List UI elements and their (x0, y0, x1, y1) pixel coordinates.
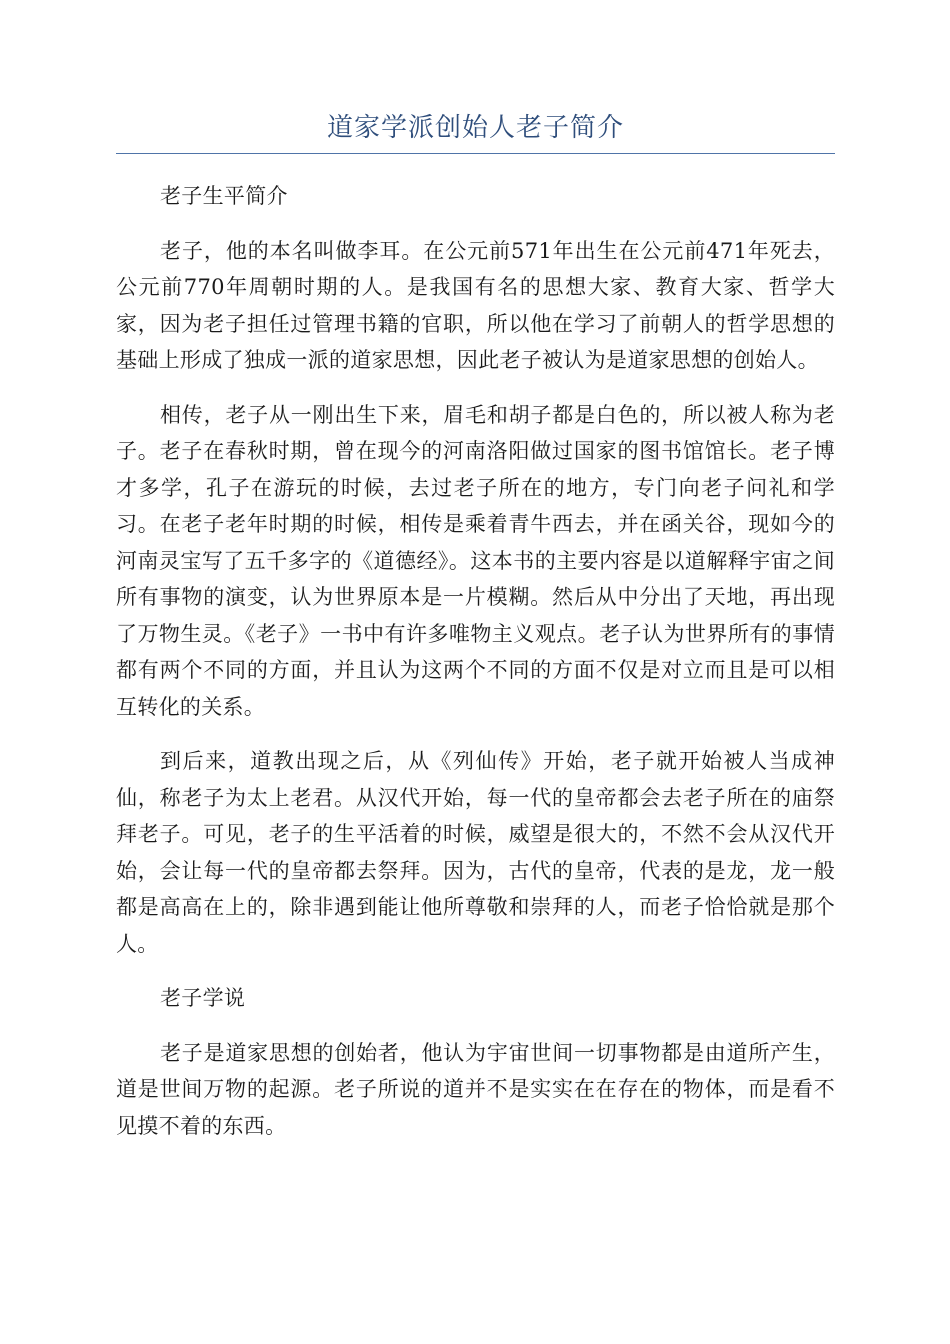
document-body (116, 178, 835, 1162)
title-underline (116, 153, 835, 154)
section-heading-doctrine: 老子学说 (160, 986, 246, 1010)
paragraph-doctrine: 老子是道家思想的创始者，他认为宇宙世间一切事物都是由道所产生，道是世间万物的起源。老子所说的道并不是实实在在存在的物体，而是看不见摸不着的东西。 (116, 1040, 835, 1138)
paragraph-deification: 到后来，道教出现之后，从《列仙传》开始，老子就开始被人当成神仙，称老子为太上老君。从汉代开始，每一代的皇帝都会去老子所在的庙祭拜老子。可见，老子的生平活着的时候，威望是很大的，不然不会从汉代开始，会让每一代的皇帝都去祭拜。因为，古代的皇帝，代表的是龙，龙一般都是高高在上的，除非遇到能让他所尊敬和崇拜的人，而老子恰恰就是那个人。 (116, 749, 835, 956)
paragraph-intro: 老子，他的本名叫做李耳。在公元前571年出生在公元前471年死去，公元前770年周朝时期的人。是我国有名的思想大家、教育大家、哲学大家，因为老子担任过管理书籍的官职，所以他在学习了前朝人的哲学思想的基础上形成了独成一派的道家思想，因此老子被认为是道家思想的创始人。 (116, 238, 835, 372)
paragraph-legend: 相传，老子从一刚出生下来，眉毛和胡子都是白色的，所以被人称为老子。老子在春秋时期，曾在现今的河南洛阳做过国家的图书馆馆长。老子博才多学，孔子在游玩的时候，去过老子所在的地方，专门向老子问礼和学习。在老子老年时期的时候，相传是乘着青牛西去，并在函关谷，现如今的河南灵宝写了五千多字的《道德经》。这本书的主要内容是以道解释宇宙之间所有事物的演变，认为世界原本是一片模糊。然后从中分出了天地，再出现了万物生灵。《老子》一书中有许多唯物主义观点。老子认为世界所有的事情都有两个不同的方面，并且认为这两个不同的方面不仅是对立而且是可以相互转化的关系。 (116, 402, 835, 719)
document-title: 道家学派创始人老子简介 (326, 113, 624, 143)
section-heading-biography: 老子生平简介 (160, 184, 288, 208)
